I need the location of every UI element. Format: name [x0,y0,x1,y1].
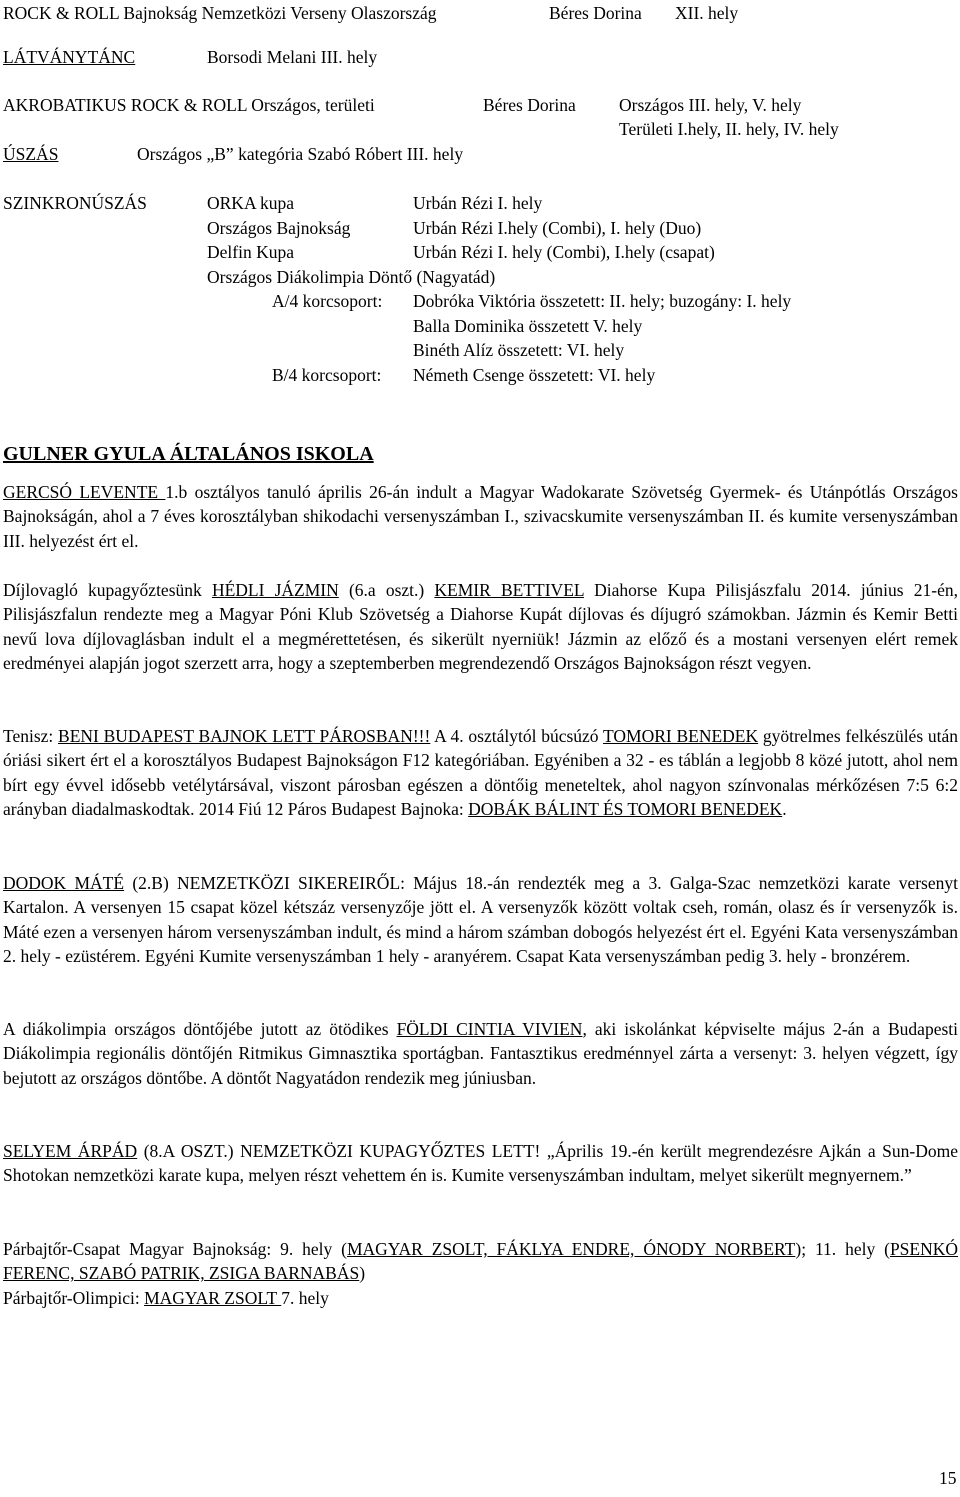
sync-result: Urbán Rézi I.hely (Combi), I. hely (Duo) [413,218,702,238]
paragraph-text: 7. hely [281,1288,329,1308]
athlete-name: GERCSÓ LEVENTE [3,482,166,502]
paragraph-text: Diahorse Kupa Pilisjászfalu 2014. június 21-én, Pilisjászfalun rendezte meg a Magyar Póni Klub Szövetség a Diahorse Kupát díjlovas és díjugró számokban. Jázmin és Kemir Betti nevű lova díjlovaglásban indult el a megmérettetésen, és sikerült nyerniük! Jázmin az előző és a mostani versenyen elért remek eredményei alapján jogot szerzett arra, hogy a szeptemberben megrendezendő Országos Bajnokságon részt vegyen. [3,580,958,674]
sync-a4-line: Balla Dominika összetett V. hely [413,316,643,336]
line-uszas-result: Országos „B” kategória Szabó Róbert III. hely [137,144,464,164]
paragraph-text: , aki iskolánkat képviselte május 2-án a Budapesti Diákolimpia regionális döntőjén Ritmikus Gimnasztika sportágban. Fantasztikus eredménnyel zárta a versenyt: 3. helyen végzett, így bejutott az országos döntőbe. A döntőt Nagyatádon rendezik meg júniusban. [3,1019,958,1088]
line-latvanytanc-label: LÁTVÁNYTÁNC [3,47,136,67]
athlete-name: BENI BUDAPEST BAJNOK LETT PÁROSBAN!!! [58,726,431,746]
paragraph-text: . [782,799,787,820]
paragraph-tenisz [3,724,958,822]
sync-a4-line: Dobróka Viktória összetett: II. hely; buzogány: I. hely [413,291,792,311]
sync-a4-label: A/4 korcsoport: [272,291,383,311]
paragraph-text: Párbajtőr-Csapat Magyar Bajnokság: 9. hely ( [3,1239,347,1259]
paragraph-text: gyötrelmes felkészülés után óriási sikert ért el a korosztályos Budapest Bajnokságon F12 kategóriában. Egyéniben a 32 - es táblán a legjobb 8 közé jutott, ahol nem bírt egy évvel idősebb vetélytársával, viszont párosban egészen a döntőig meneteltek, ahol nagyon színvonalas mérkőzésen 7:5 6:2 arányban diadalmaskodtak. 2014 Fiú 12 Páros Budapest Bajnoka: [3,726,959,820]
line-rock-roll-event: ROCK & ROLL Bajnokság Nemzetközi Verseny Olaszország [3,3,437,23]
line-akrobatikus-teruleti: Területi I.hely, II. hely, IV. hely [619,119,839,139]
paragraph-text: Díjlovagló kupagyőztesünk [3,580,212,600]
paragraph-text: ) [359,1263,366,1284]
paragraph-selyem [3,1139,958,1188]
athlete-name: FÖLDI CINTIA VIVIEN [396,1019,583,1039]
athlete-name: DODOK MÁTÉ [3,873,125,893]
sync-event: Delfin Kupa [207,242,294,262]
school-heading: GULNER GYULA ÁLTALÁNOS ISKOLA [3,443,374,465]
paragraph-text: ); 11. hely ( [795,1239,890,1259]
sync-event: ORKA kupa [207,193,295,213]
paragraph-text: 1.b osztályos tanuló április 26-án indult a Magyar Wadokarate Szövetség Gyermek- és Utánpótlás Országos Bajnokságán, ahol a 7 éves korosztályban shikodachi versenyszámban I., szivacskumite versenyszámban II. és kumite versenyszámban III. helyezést ért el. [3,482,958,551]
paragraph-text: A diákolimpia országos döntőjébe jutott az ötödikes [3,1019,397,1039]
line-rock-roll-name: Béres Dorina [549,3,642,23]
line-uszas-label: ÚSZÁS [3,144,59,164]
paragraph-gercso [3,480,958,553]
paragraph-dodok [3,871,958,969]
athlete-names: MAGYAR ZSOLT, FÁKLYA ENDRE, ÓNODY NORBERT [346,1239,796,1259]
paragraph-hedli [3,578,958,676]
sync-a4-line: Binéth Alíz összetett: VI. hely [413,340,625,360]
paragraph-text: (8.A OSZT.) NEMZETKÖZI KUPAGYŐZTES LETT! „Április 19.-én került megrendezésre Ajkán a Sun-Dome Shotokan nemzetközi karate kupa, melyen részt vehettem én is. Kumite versenyszámban indultam, melyet sikerült megnyernem.” [3,1141,958,1186]
sync-event: Országos Bajnokság [207,218,351,238]
line-akrobatikus-orszagos: Országos III. hely, V. hely [619,95,802,115]
sync-b4-line: Németh Csenge összetett: VI. hely [413,365,656,385]
sync-title: SZINKRONÚSZÁS [3,193,147,213]
paragraph-text: Tenisz: [3,726,59,746]
paragraph-text: (6.a oszt.) [338,580,435,600]
sync-diakolimpia: Országos Diákolimpia Döntő (Nagyatád) [207,267,496,287]
paragraph-parbajtor-olimpici [3,1286,958,1310]
athlete-name: SELYEM ÁRPÁD [3,1141,138,1161]
page-number: 15 [939,1468,957,1488]
athlete-name: DOBÁK BÁLINT ÉS TOMORI BENEDEK [468,799,783,820]
sync-b4-label: B/4 korcsoport: [272,365,382,385]
paragraph-text: Párbajtőr-Olimpici: [3,1288,145,1308]
athlete-name: MAGYAR ZSOLT [144,1288,282,1308]
line-rock-roll-place: XII. hely [675,3,739,23]
paragraph-foldi [3,1017,958,1090]
sync-result: Urbán Rézi I. hely (Combi), I.hely (csapat) [413,242,715,262]
horse-name: KEMIR BETTIVEL [434,580,584,600]
paragraph-text: A 4. osztálytól búcsúzó [430,726,603,746]
paragraph-parbajtor-csapat [3,1237,958,1286]
athlete-names: PSENKÓ FERENC, SZABÓ PATRIK, ZSIGA BARNABÁS [3,1239,959,1284]
line-akrobatikus-name: Béres Dorina [483,95,576,115]
line-akrobatikus-event: AKROBATIKUS ROCK & ROLL Országos, területi [3,95,375,115]
athlete-name: HÉDLI JÁZMIN [211,580,339,600]
sync-result: Urbán Rézi I. hely [413,193,543,213]
athlete-name: TOMORI BENEDEK [603,726,759,746]
line-latvanytanc-result: Borsodi Melani III. hely [207,47,378,67]
paragraph-text: (2.B) NEMZETKÖZI SIKEREIRŐL: Május 18.-án rendezték meg a 3. Galga-Szac nemzetközi karate versenyt Kartalon. A versenyen 15 csapat közel kétszáz versenyzője jött el. A versenyzők között voltak cseh, román, olasz és ír versenyzők is. Máté ezen a versenyen három versenyszámban indult, és mind a három számban dobogós helyezést ért el. Egyéni Kata versenyszámban 2. hely - ezüstérem. Egyéni Kumite versenyszámban 1 hely - aranyérem. Csapat Kata versenyszámban pedig 3. hely - bronzérem. [3,873,958,967]
